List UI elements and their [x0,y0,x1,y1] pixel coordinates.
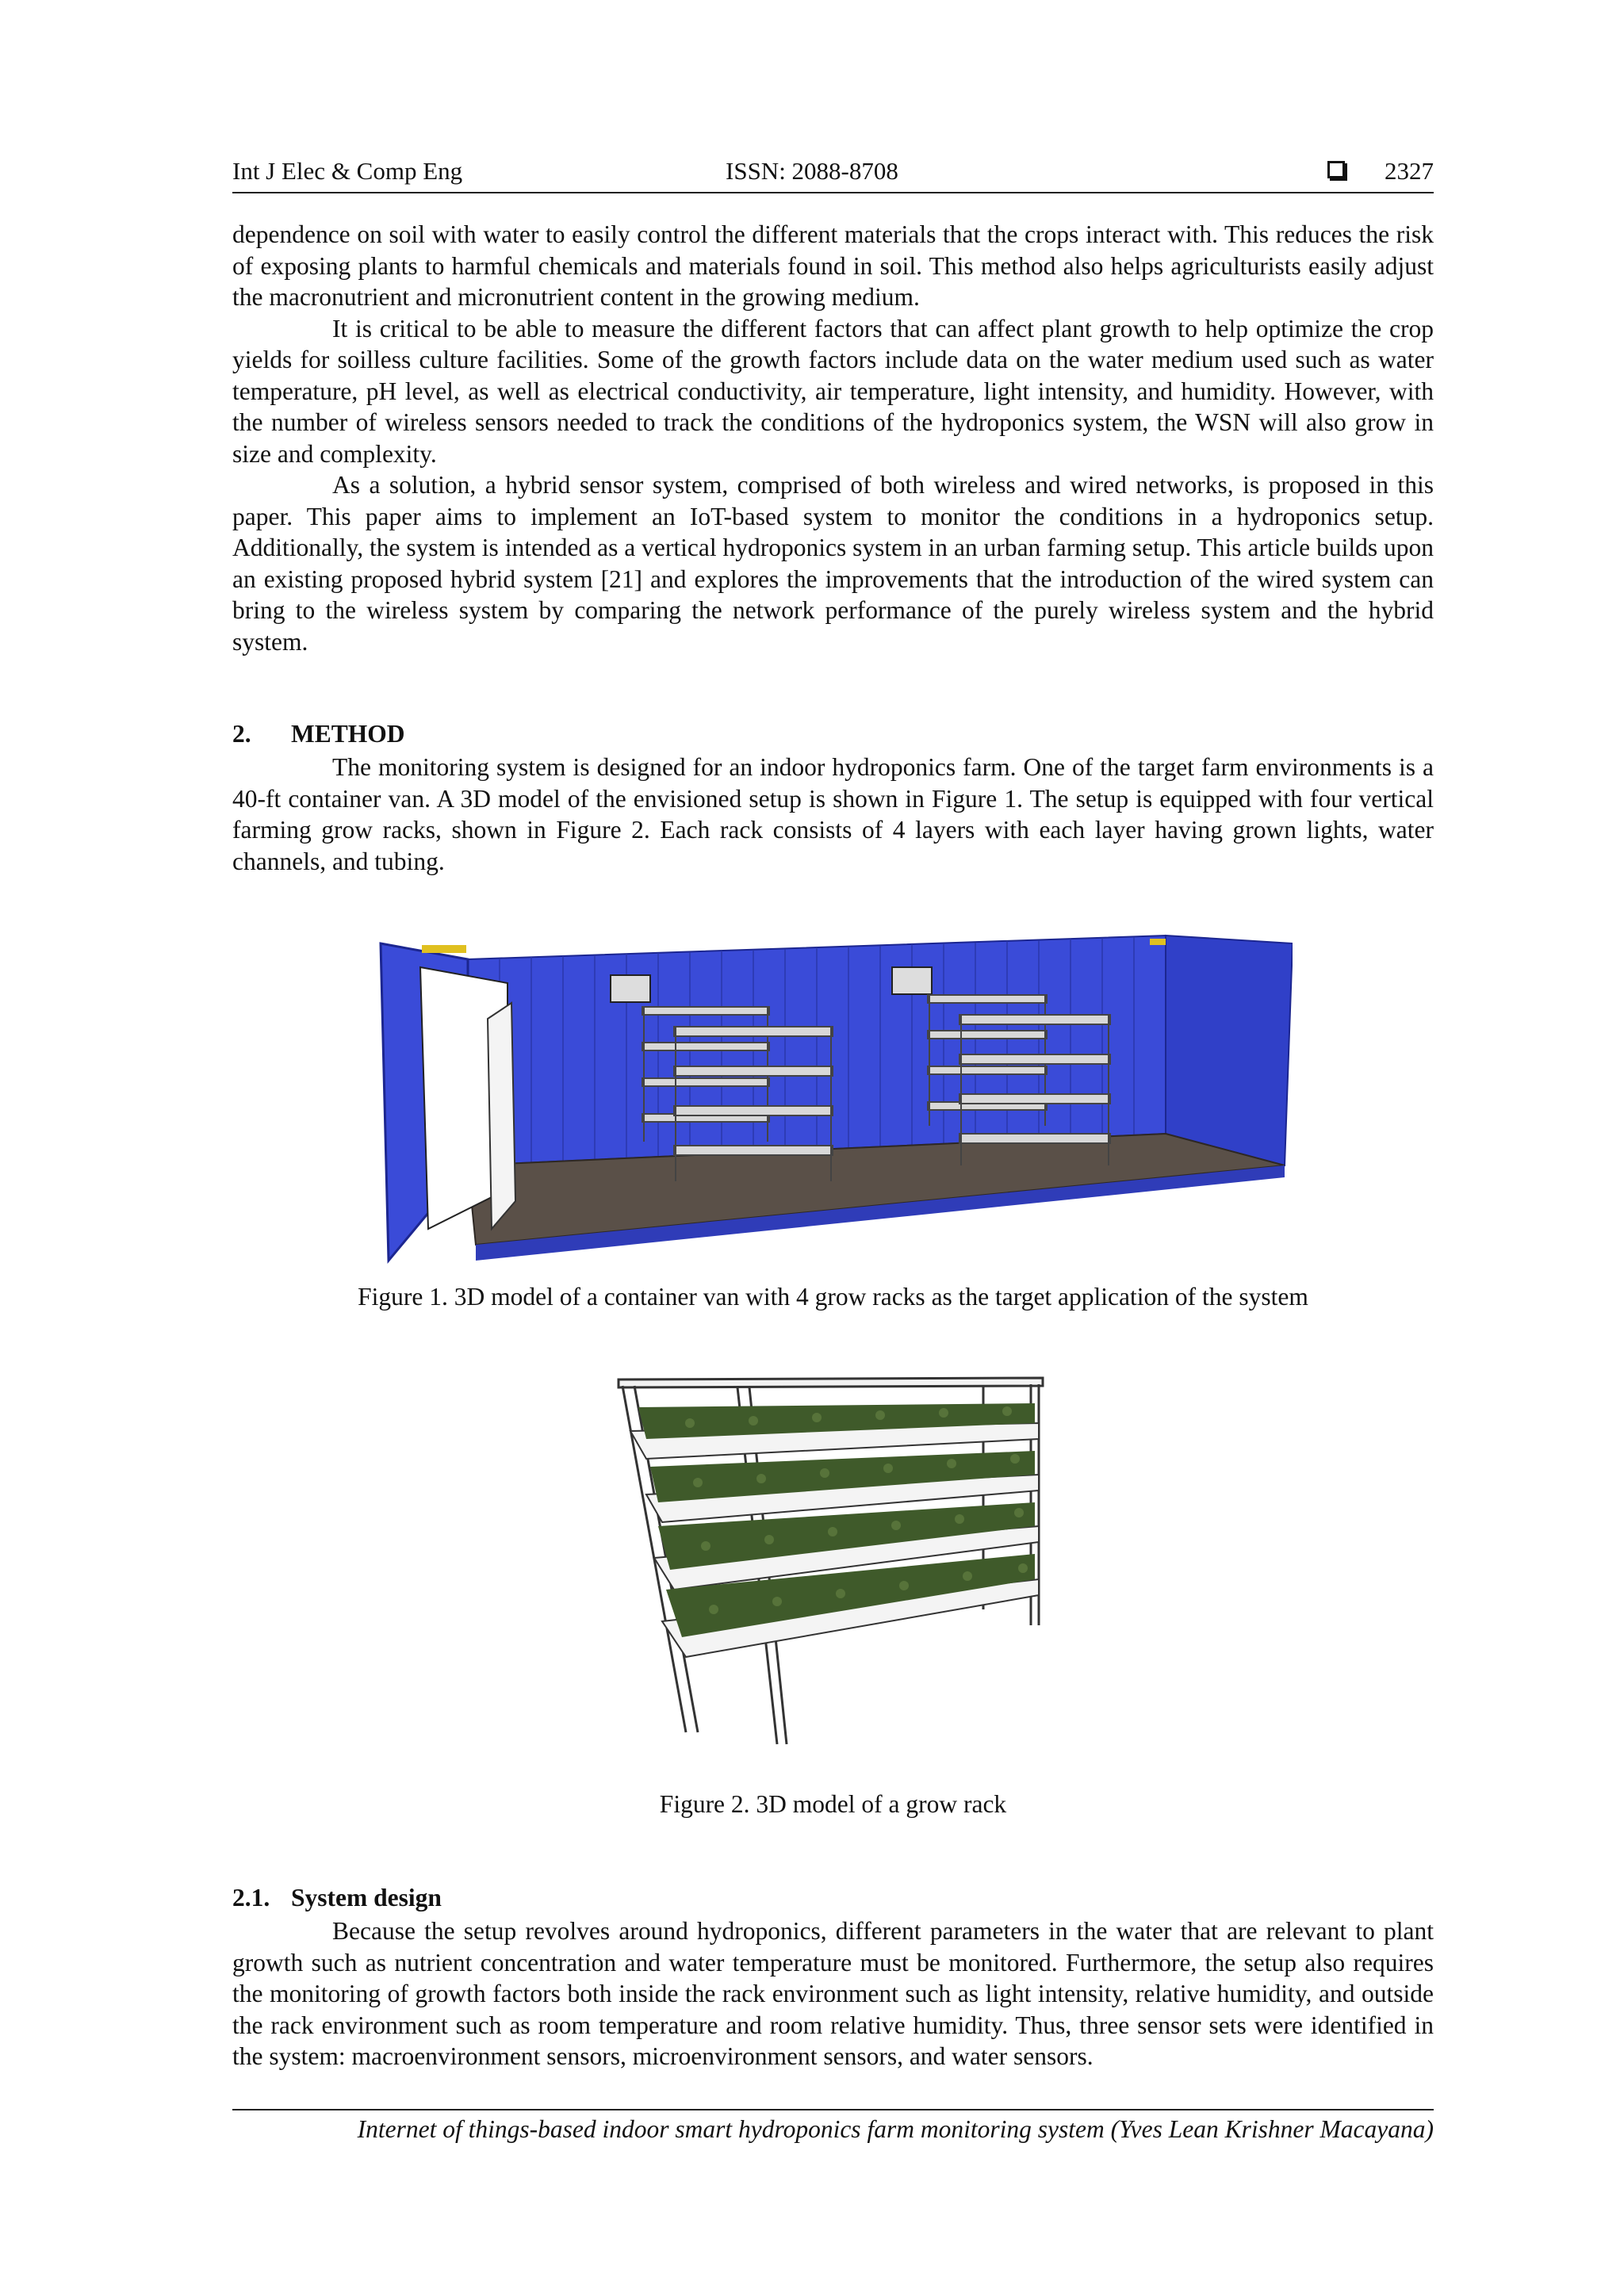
square-bullet-icon [1327,161,1345,178]
figure-1-container-van [373,928,1293,1269]
figure-2-grow-rack [611,1372,1047,1760]
figure-1-caption: Figure 1. 3D model of a container van with 4 grow racks as the target application of the system [358,1283,1308,1311]
section-title: METHOD [291,720,405,748]
page-number: 2327 [1385,157,1434,185]
subsection-heading-system-design [232,1884,442,1912]
paragraph: Because the setup revolves around hydroponics, different parameters in the water that are relevant to plant growth such as nutrient concentration and water temperature must be monitored. Furthermore, the setup also requires the monitoring of growth factors both inside the rack environment such as light intensity, relative humidity, and outside the rack environment such as room temperature and room relative humidity. Thus, three sensor sets were identified in the system: macroenvironment sensors, microenvironment sensors, and water sensors. [232,1917,1434,2070]
section-number: 2. [232,720,251,748]
open-door [488,1003,515,1229]
paragraph: The monitoring system is designed for an indoor hydroponics farm. One of the target farm environments is a 40-ft container van. A 3D model of the envisioned setup is shown in Figure 1. The setup is equipped with four vertical farming grow racks, shown in Figure 2. Each rack consists of 4 layers with each layer having grown lights, water channels, and tubing. [232,753,1434,875]
journal-name: Int J Elec & Comp Eng [232,157,463,185]
vent [611,975,650,1002]
issn: ISSN: 2088-8708 [726,157,898,185]
container-end-wall [1166,936,1293,1165]
method-text [232,752,1434,877]
vent [892,967,932,994]
figure-2-caption: Figure 2. 3D model of a grow rack [659,1790,1007,1818]
running-header [232,157,1434,193]
paragraph: dependence on soil with water to easily control the different materials that the crops interact with. This reduces the risk of exposing plants to harmful chemicals and materials found in soil. This method also helps agriculturists easily adjust the macronutrient and micronutrient content in the growing medium. [232,220,1434,311]
section-heading-method [232,720,405,748]
running-footer: Internet of things-based indoor smart hydroponics farm monitoring system (Yves Lean Krishner Macayana) [232,2109,1434,2144]
paragraph: It is critical to be able to measure the different factors that can affect plant growth to help optimize the crop yields for soilless culture facilities. Some of the growth factors include data on the water medium used such as water temperature, pH level, as well as electrical conductivity, air temperature, light intensity, and humidity. However, with the number of wireless sensors needed to track the conditions of the hydroponics system, the WSN will also grow in size and complexity. [232,314,1434,468]
intro-text [232,219,1434,657]
paragraph: As a solution, a hybrid sensor system, comprised of both wireless and wired networks, is proposed in this paper. This paper aims to implement an IoT-based system to monitor the conditions in a hydroponics setup. Additionally, the system is intended as a vertical hydroponics system in an urban farming setup. This article builds upon an existing proposed hybrid system [21] and explores the improvements that the introduction of the wired system can bring to the wireless system by comparing the network performance of the purely wireless system and the hybrid system. [232,471,1434,656]
subsection-number: 2.1. [232,1884,270,1911]
subsection-title: System design [291,1884,442,1911]
system-design-text [232,1915,1434,2072]
